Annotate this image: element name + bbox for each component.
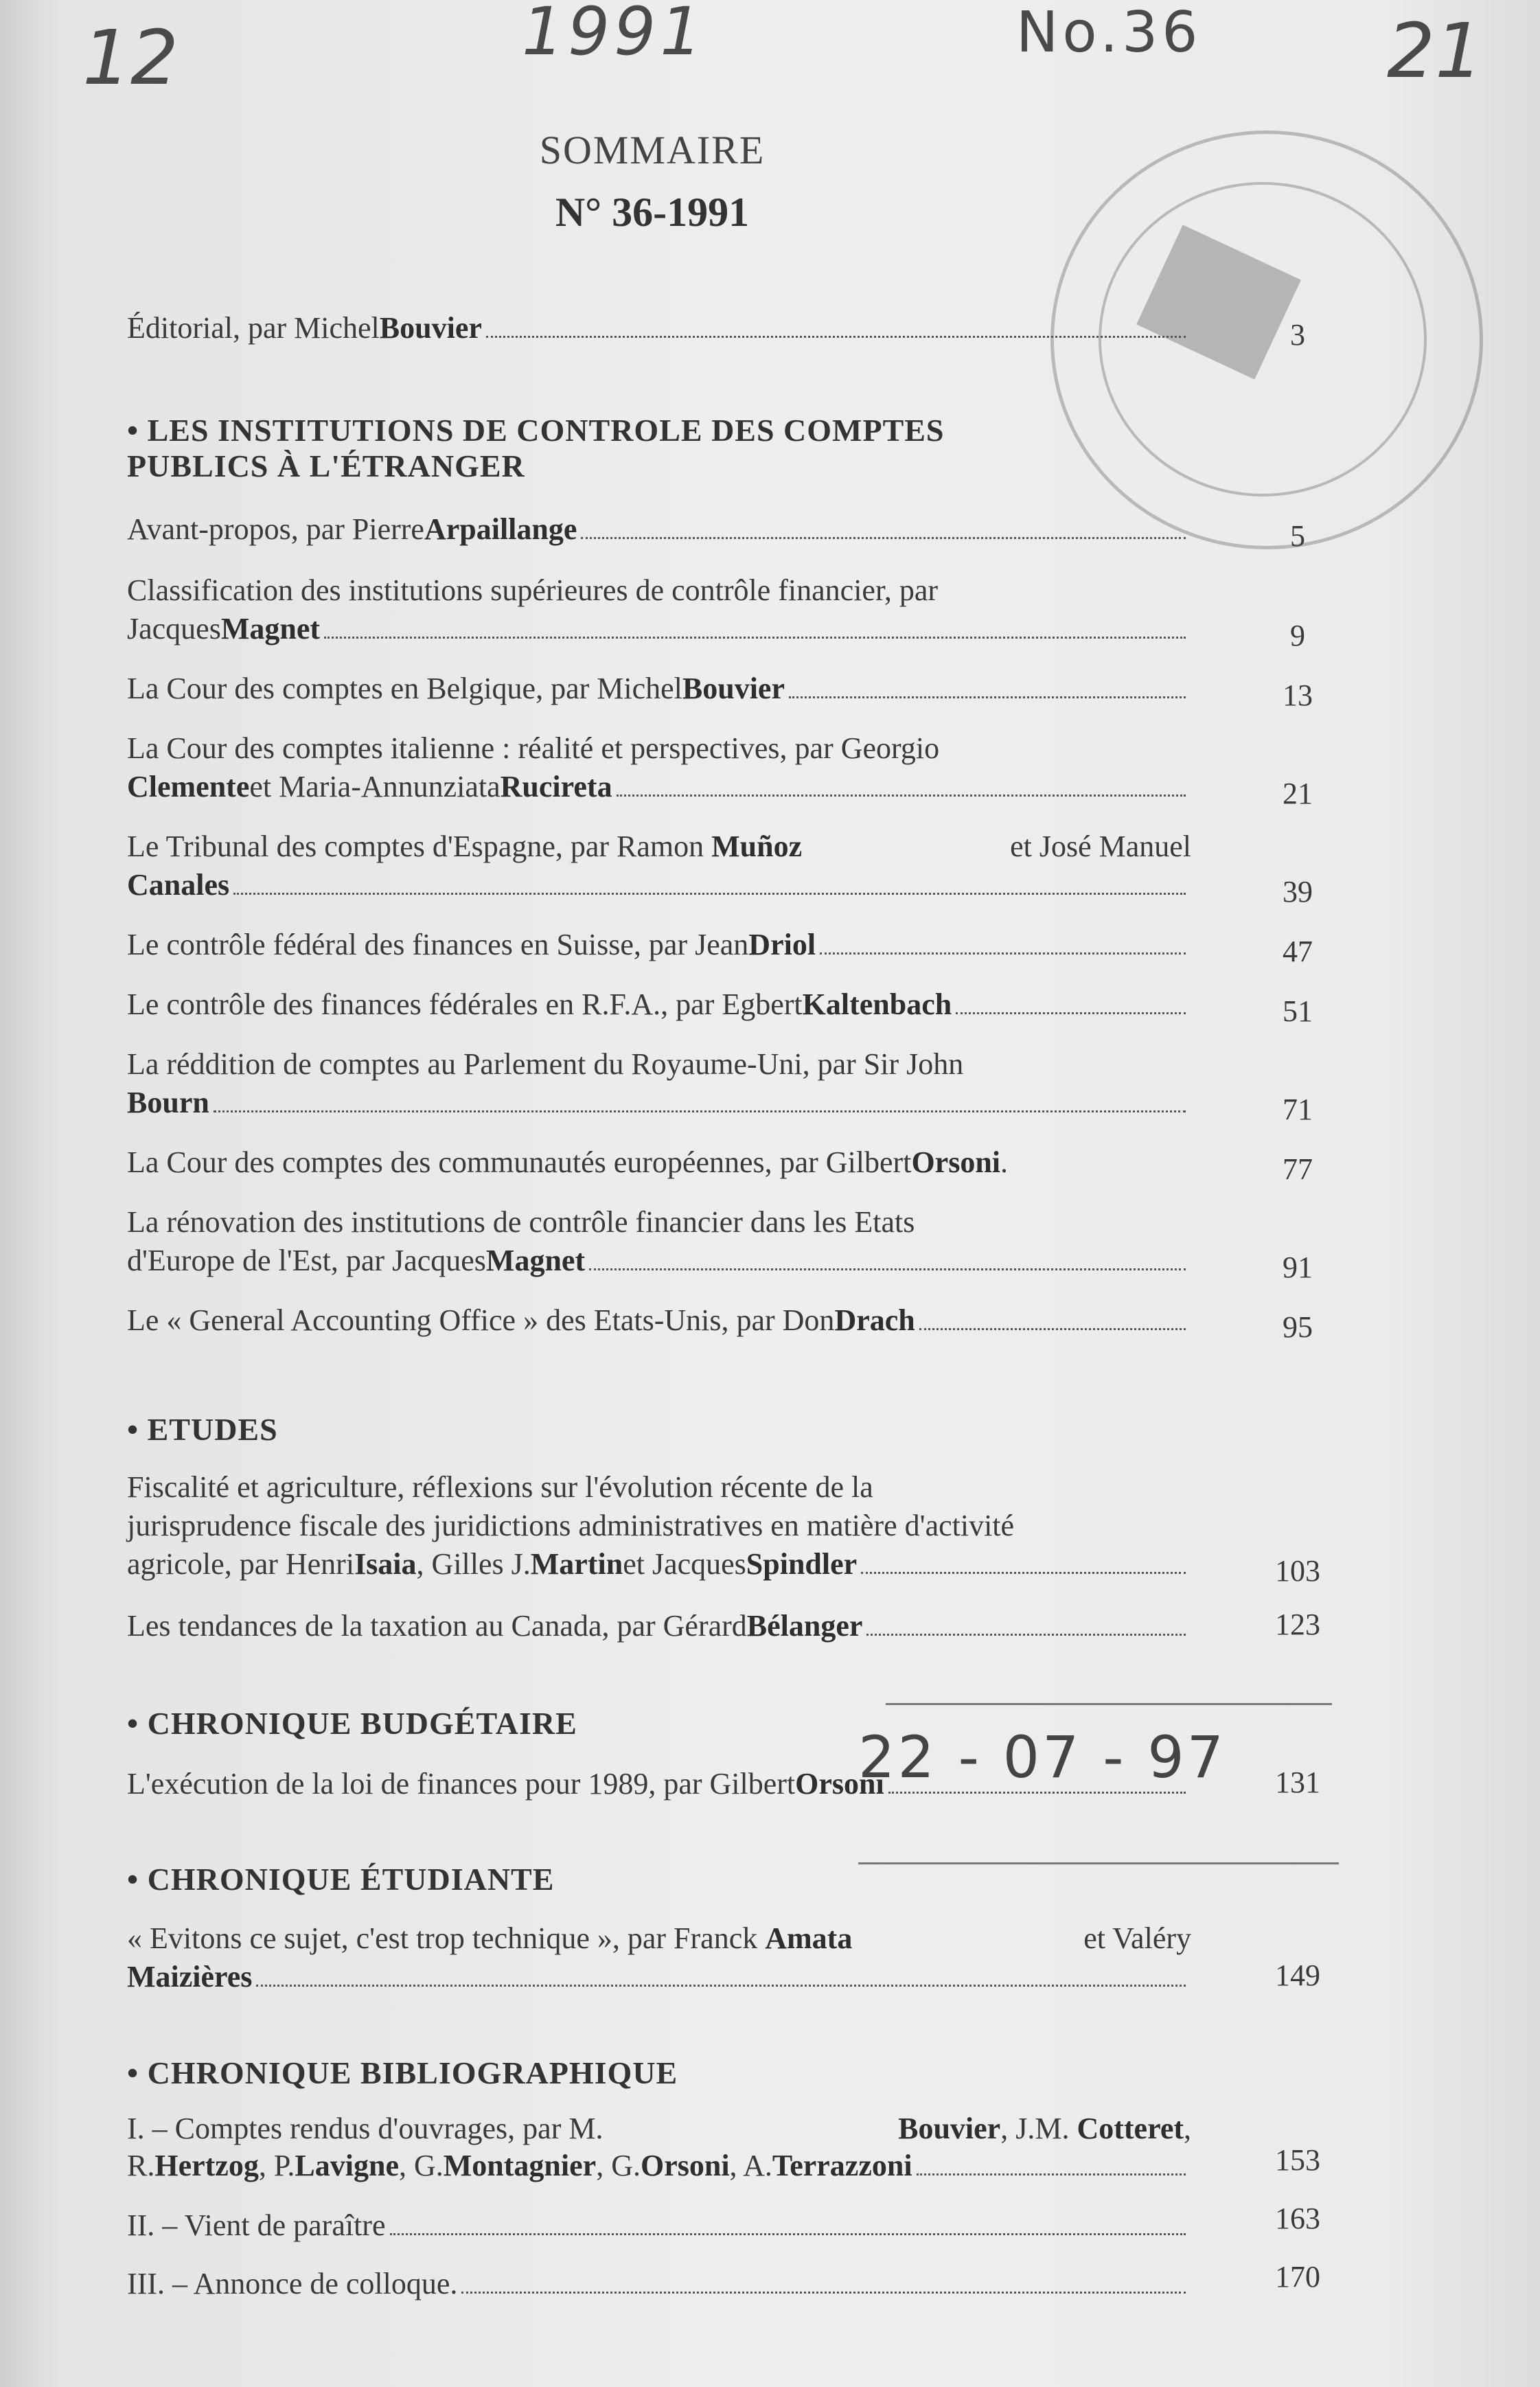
toc-entry-line: Fiscalité et agriculture, réflexions sur l'évolution récente de la — [127, 1470, 873, 1504]
section-title-etudes: • ETUDES — [127, 1412, 278, 1447]
page-number: 77 — [1283, 1152, 1313, 1186]
page-number: 95 — [1283, 1310, 1313, 1344]
toc-entry-line: La rénovation des institutions de contrôle financier dans les Etats — [127, 1205, 915, 1239]
toc-entry-line: Le Tribunal des comptes d'Espagne, par Ramon Muñoz et José Manuel — [127, 830, 1191, 863]
page-number: 9 — [1290, 619, 1305, 652]
handwritten-volume: 12 — [82, 14, 179, 102]
handwritten-year: 1991 — [522, 0, 706, 70]
toc-entry-line: « Evitons ce sujet, c'est trop technique », par Franck Amata et Valéry — [127, 1921, 1191, 1955]
page-number: 170 — [1275, 2260, 1320, 2294]
handwritten-number: No.36 — [1016, 0, 1202, 65]
page-number: 5 — [1290, 519, 1305, 553]
page-number: 153 — [1275, 2143, 1320, 2177]
section-title-institutions: • LES INSTITUTIONS DE CONTROLE DES COMPTES — [127, 413, 945, 448]
toc-entry[interactable]: Le « General Accounting Office » des Etats-Unis, par Don Drach — [127, 1301, 1191, 1340]
page-title: SOMMAIRE — [539, 128, 766, 172]
toc-entry-line: La Cour des comptes italienne : réalité et perspectives, par Georgio — [127, 731, 940, 765]
handwritten-date: 22 - 07 - 97 — [858, 1724, 1227, 1791]
section-title-biblio: • CHRONIQUE BIBLIOGRAPHIQUE — [127, 2055, 678, 2090]
toc-entry[interactable]: La Cour des comptes en Belgique, par Michel Bouvier — [127, 670, 1191, 708]
toc-entry[interactable]: Avant-propos, par Pierre Arpaillange — [127, 510, 1191, 549]
date-rule — [858, 1862, 1339, 1864]
toc-entry[interactable]: Le contrôle des finances fédérales en R.F.A., par Egbert Kaltenbach — [127, 985, 1191, 1024]
page-number: 51 — [1283, 994, 1313, 1028]
toc-entry[interactable]: La Cour des comptes des communautés européennes, par Gilbert Orsoni . — [127, 1145, 1009, 1179]
toc-entry[interactable]: Jacques Magnet — [127, 610, 1191, 648]
date-rule — [886, 1703, 1332, 1705]
toc-entry-editorial[interactable]: Éditorial, par Michel Bouvier — [127, 309, 1191, 347]
page-number: 131 — [1275, 1766, 1320, 1799]
page-number: 47 — [1283, 935, 1313, 968]
section-title-institutions-2: PUBLICS À L'ÉTRANGER — [127, 448, 525, 483]
page-number: 149 — [1275, 1958, 1320, 1992]
toc-entry[interactable]: Canales — [127, 866, 1191, 904]
toc-entry[interactable]: II. – Vient de paraître — [127, 2206, 1191, 2245]
toc-entry-line: jurisprudence fiscale des juridictions administratives en matière d'activité — [127, 1509, 1015, 1542]
handwritten-page: 21 — [1387, 7, 1483, 95]
page-number: 163 — [1275, 2202, 1320, 2235]
section-title-budgetaire: • CHRONIQUE BUDGÉTAIRE — [127, 1706, 577, 1741]
toc-entry[interactable]: Bourn — [127, 1084, 1191, 1122]
page-number: 71 — [1283, 1093, 1313, 1126]
page-number: 123 — [1275, 1608, 1320, 1641]
page-number: 3 — [1290, 318, 1305, 352]
toc-entry[interactable]: Le contrôle fédéral des finances en Suisse, par Jean Driol — [127, 926, 1191, 964]
toc-entry[interactable]: agricole, par Henri Isaia , Gilles J. Martin et Jacques Spindler — [127, 1545, 1191, 1584]
page-number: 91 — [1283, 1250, 1313, 1284]
page-number: 103 — [1275, 1554, 1320, 1588]
toc-entry[interactable]: III. – Annonce de colloque. — [127, 2265, 1191, 2303]
toc-entry-line: La réddition de comptes au Parlement du Royaume-Uni, par Sir John — [127, 1047, 964, 1081]
toc-entry[interactable]: Clemente et Maria-Annunziata Rucireta — [127, 768, 1191, 806]
toc-entry-line: I. – Comptes rendus d'ouvrages, par M. Bouvier, J.M. Cotteret, — [127, 2112, 1191, 2145]
toc-entry-line: Classification des institutions supérieures de contrôle financier, par — [127, 573, 939, 607]
page-number: 21 — [1283, 777, 1313, 810]
page-number: 13 — [1283, 678, 1313, 712]
toc-entry[interactable]: L'exécution de la loi de finances pour 1989, par Gilbert Orsoni — [127, 1765, 1191, 1803]
toc-entry[interactable]: Maizières — [127, 1958, 1191, 1996]
issue-number: N° 36-1991 — [555, 190, 750, 235]
page-number: 39 — [1283, 875, 1313, 909]
toc-entry[interactable]: Les tendances de la taxation au Canada, par Gérard Bélanger — [127, 1607, 1191, 1645]
toc-entry[interactable]: R. Hertzog , P. Lavigne , G. Montagnier , G. Orsoni , A. Terrazzoni — [127, 2147, 1191, 2185]
section-title-etudiante: • CHRONIQUE ÉTUDIANTE — [127, 1862, 555, 1897]
toc-entry[interactable]: d'Europe de l'Est, par Jacques Magnet — [127, 1242, 1191, 1280]
